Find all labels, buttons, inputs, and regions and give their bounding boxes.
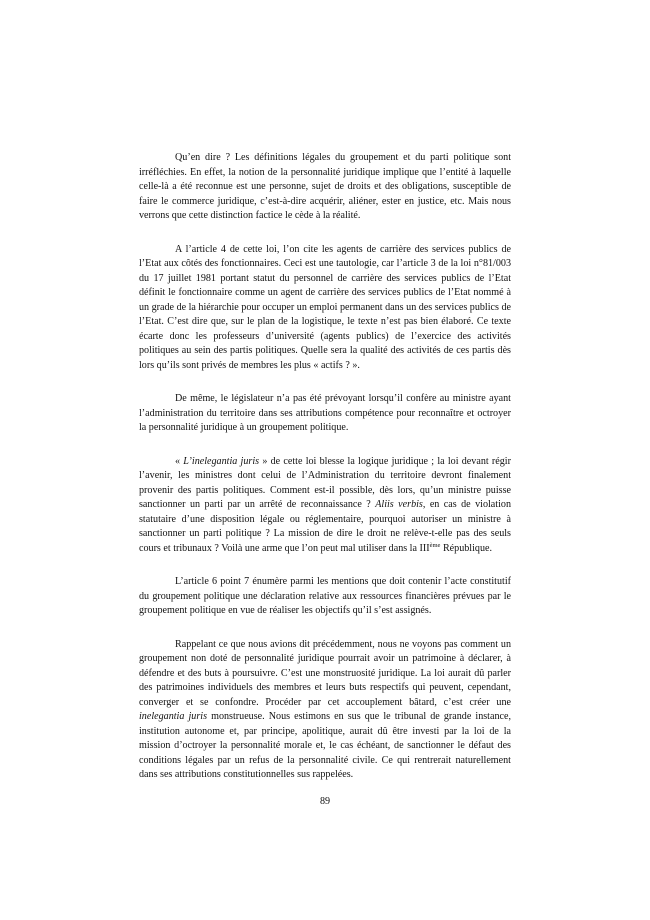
superscript-text-run: ème — [429, 541, 441, 549]
text-run: Qu’en dire ? Les définitions légales du groupement et du parti politique sont irréfléchies. En effet, la notion de la personnalité juridique implique que l’entité à laquelle celle-là a été reconnue est une personne, sujet de droits et des obligations, susceptible de faire le commerce juridique, c’est-à-dire acquérir, aliéner, ester en justice, etc. Mais nous verrons que cette distinction factice le cède à la réalité. — [139, 152, 511, 221]
paragraph-1 — [139, 151, 511, 224]
paragraph-5 — [139, 575, 511, 619]
page-number: 89 — [319, 796, 331, 807]
paragraph-3 — [139, 392, 511, 436]
text-run: « — [175, 455, 184, 467]
text-run: , en cas de violation statutaire d’une disposition légale ou réglementaire, pourquoi autoriser un ministre à sanctionner un parti politique ? La mission de dire le droit ne relève-t-elle pas des seuls cours et tribunaux ? Voilà une arme que l’on peut mal utiliser dans la III — [139, 499, 511, 554]
italic-text-run: L’inelegantia juris — [183, 455, 260, 467]
document-body — [139, 151, 511, 802]
italic-text-run: inelegantia juris — [139, 711, 208, 722]
text-run: Rappelant ce que nous avions dit précédemment, nous ne voyons pas comment un groupement non doté de personnalité juridique pourrait avoir un patrimoine à déclarer, à défendre et des buts à poursuivre. C’est une monstruosité juridique. La loi aurait dû parler des patrimoines individuels des membres et leurs buts respectifs qui peuvent, cependant, converger et se confondre. Procéder par cet accouplement bâtard, c’est créer une — [139, 638, 511, 708]
paragraph-2 — [139, 243, 511, 374]
text-run: République. — [440, 542, 493, 554]
paragraph-4 — [139, 455, 511, 557]
text-run: A l’article 4 de cette loi, l’on cite les agents de carrière des services publics de l’Etat aux côtés des fonctionnaires. Ceci est une tautologie, car l’article 3 de la loi n°81/003 du 17 juillet 1981 portant statut du personnel de carrière des services publics de l’Etat définit le fonctionnaire comme un agent de carrière des services publics de l’Etat nommé à un grade de la hiérarchie pour occuper un emploi permanent dans un des services publics de l’Etat. C’est dire que, sur le plan de la logistique, le texte n’est pas bien élaboré. Ce texte écarte donc les professeurs d’université (agents publics) de l’exercice des activités politiques au sein des partis politiques. Quelle sera la qualité des activités de ces partis dès lors qu’ils sont privés de membres les plus « actifs ? ». — [139, 243, 511, 371]
text-run: L’article 6 point 7 énumère parmi les mentions que doit contenir l’acte constitutif du groupement politique une déclaration relative aux ressources financières prévues par le groupement politique en vue de réaliser les objectifs qu’il s’est assignés. — [139, 576, 511, 616]
paragraph-6 — [139, 638, 511, 783]
text-run: De même, le législateur n’a pas été prévoyant lorsqu’il confère au ministre ayant l’administration du territoire dans ses attributions compétence pour reconnaître et octroyer la personnalité juridique à un groupement politique. — [139, 393, 511, 433]
text-run: » de cette loi blesse la logique juridique ; la loi devant régir l’avenir, les ministres dont celui de l’Administration du territoire devront finalement provenir des partis politiques. Comment est-il possible, dès lors, qu’un ministre puisse sanctionner un parti par un arrêté de reconnaissance ? — [139, 455, 511, 510]
text-run: monstrueuse. Nous estimons en sus que le tribunal de grande instance, institution autonome et, par principe, apolitique, aurait dû être investi par la loi de la mission d’octroyer la personnalité morale et, le cas échéant, de sanctionner le défaut des conditions légales par un refus de la personnalité civile. Ce qui rentrerait naturellement dans ses attributions constitutionnelles sus rappelées. — [139, 711, 511, 780]
italic-text-run: Aliis verbis — [375, 499, 423, 510]
